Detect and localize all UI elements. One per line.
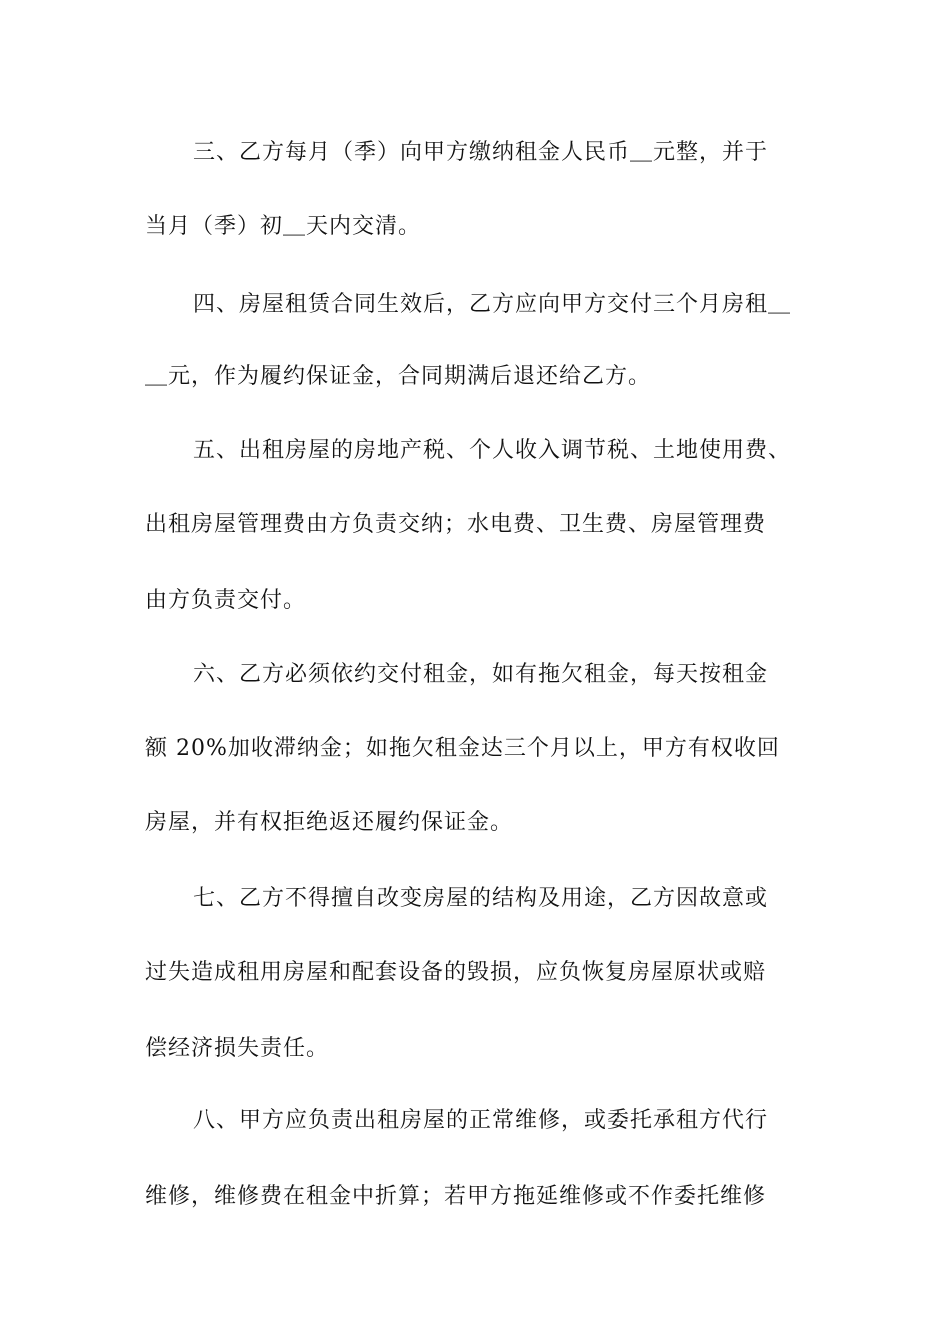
clause-5-line-3: 由方负责交付。	[145, 588, 307, 613]
clause-6-line-1: 六、乙方必须依约交付租金，如有拖欠租金，每天按租金	[193, 662, 769, 687]
clause-5-line-1: 五、出租房屋的房地产税、个人收入调节税、土地使用费、	[193, 438, 792, 463]
clause-5-line-2: 出租房屋管理费由方负责交纳；水电费、卫生费、房屋管理费	[145, 512, 767, 537]
clause-3-line-2: 当月（季）初＿天内交清。	[145, 214, 422, 239]
clause-4-line-1: 四、房屋租赁合同生效后，乙方应向甲方交付三个月房租＿	[193, 292, 792, 317]
clause-6-line-2: 额 20%加收滞纳金；如拖欠租金达三个月以上，甲方有权收回	[145, 736, 780, 761]
clause-8-line-2: 维修，维修费在租金中折算；若甲方拖延维修或不作委托维修	[145, 1184, 767, 1209]
clause-6-line-3: 房屋，并有权拒绝返还履约保证金。	[145, 810, 514, 835]
clause-4-line-2: ＿元，作为履约保证金，合同期满后退还给乙方。	[145, 364, 652, 389]
clause-8-line-1: 八、甲方应负责出租房屋的正常维修，或委托承租方代行	[193, 1108, 769, 1133]
clause-7-line-2: 过失造成租用房屋和配套设备的毁损，应负恢复房屋原状或赔	[145, 960, 767, 985]
clause-7-line-1: 七、乙方不得擅自改变房屋的结构及用途，乙方因故意或	[193, 886, 769, 911]
clause-3-line-1: 三、乙方每月（季）向甲方缴纳租金人民币＿元整，并于	[193, 140, 769, 165]
clause-7-line-3: 偿经济损失责任。	[145, 1036, 330, 1061]
